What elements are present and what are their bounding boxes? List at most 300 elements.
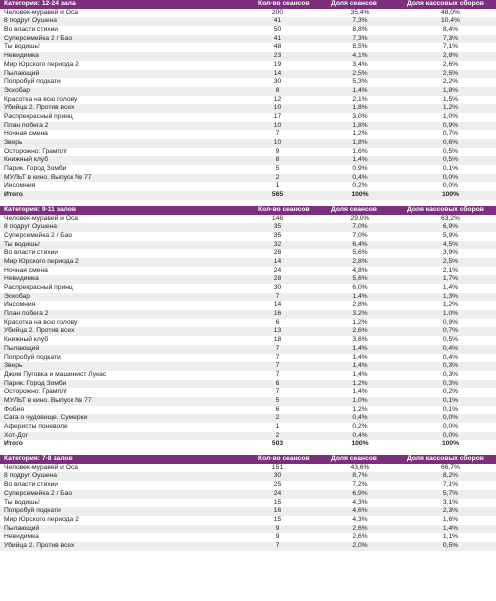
session-share: 2,8% <box>352 301 368 309</box>
total-session-share: 100% <box>351 440 369 448</box>
boxoffice-share: 0,1% <box>442 396 459 404</box>
table-row <box>0 70 496 79</box>
session-count: 200 <box>271 8 284 16</box>
session-count: 8 <box>275 86 280 94</box>
movie-title: Зверь <box>4 139 23 146</box>
boxoffice-share: 2,1% <box>442 266 459 274</box>
table-row <box>0 423 496 432</box>
table-row <box>0 267 496 276</box>
session-share: 0,2% <box>352 182 368 190</box>
table-row <box>0 481 496 490</box>
boxoffice-share: 0,1% <box>442 165 459 173</box>
session-count: 146 <box>271 214 284 222</box>
session-count: 30 <box>273 472 282 480</box>
session-share: 3,2% <box>352 310 368 318</box>
movie-title: Попробуй подкати <box>4 353 61 361</box>
movie-title: Эскобар <box>4 292 30 300</box>
boxoffice-share: 0,4% <box>442 353 459 361</box>
movie-title: Красотка на всю голову <box>4 318 78 326</box>
session-count: 50 <box>273 26 282 34</box>
table-row <box>0 275 496 284</box>
session-share: 1,4% <box>352 292 368 300</box>
session-share: 2,8% <box>352 257 368 265</box>
session-share: 2,6% <box>352 327 368 335</box>
boxoffice-share: 0,9% <box>442 121 459 129</box>
movie-title: Человек-муравей и Оса <box>4 214 79 222</box>
session-count: 6 <box>275 379 280 387</box>
table-row <box>0 215 496 224</box>
session-count: 10 <box>273 139 282 146</box>
table-row <box>0 156 496 165</box>
table-row <box>0 96 496 105</box>
session-share: 4,8% <box>352 266 368 274</box>
boxoffice-share: 0,3% <box>442 379 459 387</box>
table-row <box>0 464 496 473</box>
table-row <box>0 113 496 122</box>
boxoffice-share: 2,3% <box>442 507 459 515</box>
session-share: 3,4% <box>352 60 368 68</box>
movie-title: МУЛЬТ в кино. Выпуск № 77 <box>4 173 92 181</box>
session-count: 1 <box>275 182 280 190</box>
session-share: 2,6% <box>352 533 368 541</box>
session-count: 9 <box>275 147 280 155</box>
session-count: 6 <box>275 318 280 326</box>
table-row <box>0 414 496 423</box>
session-count: 35 <box>273 223 282 231</box>
session-count: 41 <box>273 17 282 25</box>
table-row <box>0 319 496 328</box>
boxoffice-share: 1,7% <box>442 275 459 283</box>
col-header-boxoffice-share: Доля кассовых сборов <box>407 205 484 213</box>
boxoffice-share: 0,0% <box>442 173 459 181</box>
session-count: 7 <box>275 344 280 352</box>
session-count: 14 <box>273 301 282 309</box>
session-count: 13 <box>273 327 282 335</box>
movie-title: Осторожно: Грампл! <box>4 147 67 155</box>
total-session-share: 100% <box>351 191 369 199</box>
table-row <box>0 284 496 293</box>
session-share: 6,0% <box>352 284 368 291</box>
session-share: 4,3% <box>352 515 368 523</box>
session-share: 1,4% <box>352 353 368 361</box>
session-share: 8,7% <box>352 472 368 480</box>
session-count: 48 <box>273 43 282 51</box>
movie-title: 8 подруг Оушена <box>4 472 57 480</box>
boxoffice-share: 0,3% <box>442 362 459 370</box>
movie-title: Инсомния <box>4 182 36 190</box>
session-share: 0,9% <box>352 165 368 173</box>
session-share: 2,5% <box>352 69 368 77</box>
boxoffice-share: 1,3% <box>442 292 459 300</box>
table-row <box>0 122 496 131</box>
session-count: 6 <box>275 405 280 413</box>
session-share: 5,6% <box>352 249 368 257</box>
total-row <box>0 440 496 449</box>
boxoffice-share: 1,0% <box>442 310 459 318</box>
session-share: 0,4% <box>352 431 368 439</box>
boxoffice-share: 8,2% <box>442 472 459 480</box>
session-share: 1,6% <box>352 147 368 155</box>
table-row <box>0 165 496 174</box>
table-row <box>0 362 496 371</box>
total-sessions: 565 <box>271 191 284 199</box>
session-count: 151 <box>271 463 284 471</box>
session-share: 7,3% <box>352 34 368 42</box>
table-row <box>0 249 496 258</box>
table-row <box>0 258 496 267</box>
boxoffice-share: 2,8% <box>442 52 459 60</box>
table-row <box>0 52 496 61</box>
session-share: 3,6% <box>352 336 368 344</box>
boxoffice-share: 1,8% <box>442 86 459 94</box>
movie-title: Распрекрасный принц <box>4 112 73 120</box>
boxoffice-share: 0,7% <box>442 327 459 335</box>
session-count: 7 <box>275 353 280 361</box>
session-count: 7 <box>275 370 280 378</box>
boxoffice-share: 63,2% <box>441 214 460 222</box>
col-header-session-share: Доля сеансов <box>331 0 377 7</box>
table-row <box>0 104 496 113</box>
session-count: 2 <box>275 431 280 439</box>
movie-title: Суперсемейка 2 / Бао <box>4 34 73 42</box>
session-share: 3,0% <box>352 112 368 120</box>
table-row <box>0 490 496 499</box>
movie-title: Суперсемейка 2 / Бао <box>4 231 73 239</box>
boxoffice-share: 7,3% <box>442 34 459 42</box>
boxoffice-share: 7,1% <box>442 43 459 51</box>
table-row <box>0 87 496 96</box>
movie-title: Книжный клуб <box>4 156 49 164</box>
movie-title: Во власти стихии <box>4 249 59 257</box>
col-header-session-share: Доля сеансов <box>331 205 377 213</box>
boxoffice-share: 2,5% <box>442 257 459 265</box>
boxoffice-share: 0,0% <box>442 423 459 430</box>
boxoffice-share: 3,1% <box>442 498 459 506</box>
boxoffice-share: 1,5% <box>442 95 459 103</box>
total-boxoffice-share: 100% <box>441 440 460 448</box>
session-share: 2,0% <box>352 541 368 549</box>
session-count: 12 <box>273 95 282 103</box>
movie-title: Невидимка <box>4 275 39 283</box>
session-count: 15 <box>273 498 282 506</box>
session-count: 7 <box>275 541 280 549</box>
session-count: 25 <box>273 481 282 489</box>
boxoffice-share: 2,5% <box>442 69 459 77</box>
movie-title: Мир Юрского периода 2 <box>4 257 79 265</box>
session-share: 6,9% <box>352 489 368 497</box>
session-count: 2 <box>275 173 280 181</box>
movie-title: МУЛЬТ в кино. Выпуск № 77 <box>4 396 92 404</box>
session-count: 15 <box>273 515 282 523</box>
boxoffice-share: 5,7% <box>442 489 459 497</box>
boxoffice-share: 0,4% <box>442 344 459 352</box>
table-row <box>0 174 496 183</box>
session-share: 1,4% <box>352 362 368 370</box>
table-row <box>0 301 496 310</box>
boxoffice-share: 5,9% <box>442 231 459 239</box>
boxoffice-share: 66,7% <box>441 463 460 471</box>
session-count: 28 <box>273 275 282 283</box>
session-share: 5,6% <box>352 275 368 283</box>
session-share: 1,4% <box>352 344 368 352</box>
session-count: 7 <box>275 130 280 138</box>
session-share: 4,6% <box>352 507 368 515</box>
boxoffice-share: 1,1% <box>442 533 459 541</box>
movie-title: Пылающий <box>4 344 40 352</box>
session-count: 30 <box>273 284 282 291</box>
boxoffice-share: 0,5% <box>442 147 459 155</box>
table-row <box>0 43 496 52</box>
session-count: 8 <box>275 156 280 164</box>
table-row <box>0 516 496 525</box>
total-boxoffice-share: 100% <box>441 191 460 199</box>
boxoffice-share: 0,0% <box>442 431 459 439</box>
session-share: 1,2% <box>352 405 368 413</box>
session-count: 16 <box>273 310 282 318</box>
session-share: 7,3% <box>352 17 368 25</box>
table-row <box>0 388 496 397</box>
boxoffice-share: 2,2% <box>442 78 459 86</box>
session-share: 0,4% <box>352 414 368 422</box>
session-count: 7 <box>275 292 280 300</box>
boxoffice-share: 1,2% <box>442 301 459 309</box>
session-count: 35 <box>273 231 282 239</box>
total-label: Итого <box>4 191 23 199</box>
total-sessions: 503 <box>271 440 284 448</box>
movie-title: Человек-муравей и Оса <box>4 8 79 16</box>
movie-title: Сага о чудовище. Сумерки <box>4 414 88 422</box>
session-count: 7 <box>275 362 280 370</box>
table-row <box>0 310 496 319</box>
session-share: 35,4% <box>350 8 370 16</box>
movie-title: Человек-муравей и Оса <box>4 463 79 471</box>
session-share: 1,0% <box>352 396 368 404</box>
session-share: 7,0% <box>352 231 368 239</box>
table-row <box>0 130 496 139</box>
boxoffice-share: 0,5% <box>442 156 459 164</box>
boxoffice-share: 0,0% <box>442 414 459 422</box>
movie-title: План побега 2 <box>4 310 49 318</box>
table-row <box>0 241 496 250</box>
movie-title: Пылающий <box>4 69 40 77</box>
session-share: 8,8% <box>352 26 368 34</box>
boxoffice-share: 8,4% <box>442 26 459 34</box>
session-share: 8,5% <box>352 43 368 51</box>
session-share: 4,3% <box>352 498 368 506</box>
session-count: 19 <box>273 60 282 68</box>
session-count: 41 <box>273 34 282 42</box>
session-share: 6,4% <box>352 240 368 248</box>
boxoffice-share: 6,9% <box>442 223 459 231</box>
movie-title: Суперсемейка 2 / Бао <box>4 489 73 497</box>
movie-title: Убийца 2. Против всех <box>4 327 75 335</box>
session-count: 32 <box>273 240 282 248</box>
session-count: 9 <box>275 533 280 541</box>
session-share: 1,2% <box>352 130 368 138</box>
session-share: 43,6% <box>350 463 370 471</box>
col-header-boxoffice-share: Доля кассовых сборов <box>407 455 484 463</box>
table-row <box>0 9 496 18</box>
movie-title: Ты водишь! <box>4 240 40 248</box>
movie-title: Пылающий <box>4 524 40 532</box>
table-row <box>0 542 496 551</box>
session-count: 10 <box>273 121 282 129</box>
session-share: 29,0% <box>350 214 370 222</box>
movie-title: Убийца 2. Против всех <box>4 104 75 112</box>
table-row <box>0 371 496 380</box>
session-count: 16 <box>273 507 282 515</box>
boxoffice-share: 10,4% <box>441 17 460 25</box>
movie-title: План побега 2 <box>4 121 49 129</box>
table-row <box>0 354 496 363</box>
category-title: Категория: 12-24 зала <box>4 0 76 7</box>
movie-title: Зверь <box>4 362 23 370</box>
total-label: Итого <box>4 440 23 448</box>
table-row <box>0 345 496 354</box>
session-count: 18 <box>273 336 282 344</box>
session-share: 1,4% <box>352 388 368 396</box>
movie-title: Парик. Город Зомби <box>4 165 67 173</box>
table-row <box>0 533 496 542</box>
boxoffice-share: 0,3% <box>442 370 459 378</box>
category-header <box>0 206 496 215</box>
movie-title: Хот-Дог <box>4 431 29 439</box>
col-header-sessions: Кол-во сеансов <box>258 0 310 7</box>
table-row <box>0 507 496 516</box>
session-share: 1,4% <box>352 370 368 378</box>
session-count: 17 <box>273 112 282 120</box>
boxoffice-share: 1,4% <box>442 524 459 532</box>
table-row <box>0 78 496 87</box>
category-title: Категория: 9-11 залов <box>4 205 77 213</box>
table-row <box>0 148 496 157</box>
boxoffice-share: 0,5% <box>442 336 459 344</box>
category-header <box>0 0 496 9</box>
session-count: 24 <box>273 489 282 497</box>
session-share: 1,4% <box>352 86 368 94</box>
category-title: Категория: 7-8 залов <box>4 455 73 463</box>
table-row <box>0 223 496 232</box>
boxoffice-share: 0,2% <box>442 388 459 396</box>
session-share: 4,1% <box>352 52 368 60</box>
boxoffice-share: 1,2% <box>442 104 459 112</box>
total-row <box>0 191 496 200</box>
movie-title: 8 подруг Оушена <box>4 223 57 231</box>
col-header-sessions: Кол-во сеансов <box>258 455 310 463</box>
session-count: 7 <box>275 388 280 396</box>
col-header-session-share: Доля сеансов <box>331 455 377 463</box>
table-row <box>0 139 496 148</box>
session-share: 0,4% <box>352 173 368 181</box>
boxoffice-share: 1,0% <box>442 112 459 120</box>
table-row <box>0 293 496 302</box>
session-share: 5,3% <box>352 78 368 86</box>
session-share: 1,2% <box>352 318 368 326</box>
col-header-sessions: Кол-во сеансов <box>258 205 310 213</box>
table-row <box>0 472 496 481</box>
session-count: 30 <box>273 78 282 86</box>
session-share: 0,2% <box>352 423 368 430</box>
session-share: 7,0% <box>352 223 368 231</box>
session-share: 1,2% <box>352 379 368 387</box>
movie-title: Мир Юрского периода 2 <box>4 60 79 68</box>
movie-title: Невидимка <box>4 52 39 60</box>
table-row <box>0 406 496 415</box>
movie-title: Ты водишь! <box>4 43 40 51</box>
session-count: 14 <box>273 257 282 265</box>
col-header-boxoffice-share: Доля кассовых сборов <box>407 0 484 7</box>
session-share: 1,8% <box>352 139 368 146</box>
table-row <box>0 26 496 35</box>
boxoffice-share: 0,6% <box>442 139 459 146</box>
table-row <box>0 232 496 241</box>
boxoffice-share: 1,4% <box>442 284 459 291</box>
table-row <box>0 35 496 44</box>
session-count: 2 <box>275 414 280 422</box>
boxoffice-share: 0,7% <box>442 130 459 138</box>
session-count: 9 <box>275 524 280 532</box>
table-row <box>0 397 496 406</box>
session-count: 1 <box>275 423 280 430</box>
table-row <box>0 327 496 336</box>
session-count: 5 <box>275 165 280 173</box>
movie-title: Ты водишь! <box>4 498 40 506</box>
table-row <box>0 336 496 345</box>
movie-title: Во власти стихии <box>4 481 59 489</box>
session-count: 23 <box>273 52 282 60</box>
movie-title: Осторожно: Грампл! <box>4 388 67 396</box>
session-count: 10 <box>273 104 282 112</box>
session-share: 2,1% <box>352 95 368 103</box>
session-share: 1,4% <box>352 156 368 164</box>
table-row <box>0 17 496 26</box>
boxoffice-share: 4,5% <box>442 240 459 248</box>
boxoffice-share: 1,6% <box>442 515 459 523</box>
movie-title: Книжный клуб <box>4 336 49 344</box>
boxoffice-share: 0,9% <box>442 318 459 326</box>
session-share: 1,8% <box>352 121 368 129</box>
table-row <box>0 380 496 389</box>
movie-title: Убийца 2. Против всех <box>4 541 75 549</box>
table-row <box>0 182 496 191</box>
table-row <box>0 499 496 508</box>
table-row <box>0 432 496 441</box>
session-share: 1,8% <box>352 104 368 112</box>
boxoffice-share: 7,1% <box>442 481 459 489</box>
session-count: 28 <box>273 249 282 257</box>
movie-title: Ночная смена <box>4 130 48 138</box>
movie-title: Фобия <box>4 405 24 413</box>
movie-title: Инсомния <box>4 301 36 309</box>
session-share: 2,6% <box>352 524 368 532</box>
session-count: 14 <box>273 69 282 77</box>
boxoffice-share: 0,5% <box>442 541 459 549</box>
table-row <box>0 61 496 70</box>
movie-title: Во власти стихии <box>4 26 59 34</box>
movie-title: Аферисты поневоле <box>4 423 68 430</box>
movie-title: Красотка на всю голову <box>4 95 78 103</box>
boxoffice-share: 0,1% <box>442 405 459 413</box>
movie-title: Ночная смена <box>4 266 48 274</box>
session-count: 24 <box>273 266 282 274</box>
movie-title: Парик. Город Зомби <box>4 379 67 387</box>
movie-title: Невидимка <box>4 533 39 541</box>
session-share: 7,2% <box>352 481 368 489</box>
movie-title: Распрекрасный принц <box>4 284 73 291</box>
boxoffice-share: 2,6% <box>442 60 459 68</box>
movie-title: Эскобар <box>4 86 30 94</box>
movie-title: Попробуй подкати <box>4 78 61 86</box>
